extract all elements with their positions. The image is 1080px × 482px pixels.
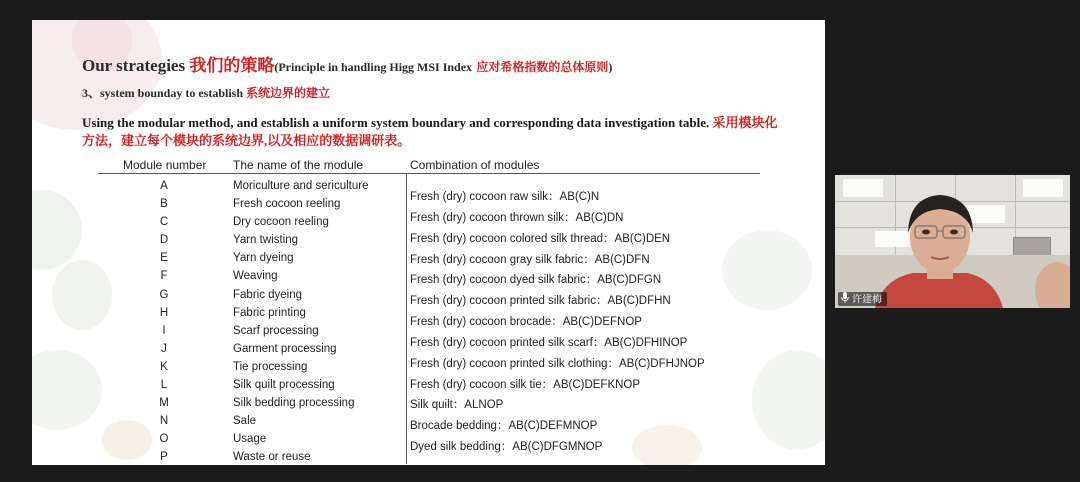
module-number-cell: E xyxy=(160,252,168,265)
module-name-cell: Scarf processing xyxy=(233,324,319,337)
slide-subtitle-en: 3、system bounday to establish xyxy=(82,86,244,100)
slide-subtitle xyxy=(82,84,330,101)
module-number-cell: O xyxy=(159,433,169,446)
module-number-cell: B xyxy=(160,198,168,211)
module-name-cell: Garment processing xyxy=(233,342,337,355)
module-number-column xyxy=(147,177,181,465)
combination-cell: Fresh (dry) cocoon colored silk thread：AB(C)DEN xyxy=(410,232,671,245)
slide-subtitle-cn: 系统边界的建立 xyxy=(246,86,331,100)
slide-description-cn: 采用模块化方法，建立每个模块的系统边界,以及相应的数据调研表。 xyxy=(82,115,778,148)
combination-cell: Fresh (dry) cocoon raw silk：AB(C)N xyxy=(410,191,600,203)
header-module-number: Module number xyxy=(123,158,207,172)
module-number-cell: D xyxy=(159,234,169,247)
module-number-cell: M xyxy=(159,397,169,410)
module-name-cell: Silk quilt processing xyxy=(233,379,335,392)
module-name-cell: Silk bedding processing xyxy=(233,397,355,410)
slide-title xyxy=(82,51,612,76)
microphone-icon xyxy=(841,292,849,308)
table-header-divider xyxy=(98,173,760,174)
module-name-cell: Yarn dyeing xyxy=(233,252,294,265)
module-name-cell: Yarn twisting xyxy=(233,234,298,247)
module-name-column xyxy=(233,177,403,465)
slide-title-paren-cn: 应对希格指数的总体原则 xyxy=(476,60,609,74)
table-column-divider xyxy=(406,174,407,464)
shared-slide xyxy=(32,20,825,465)
slide-title-paren-close: ) xyxy=(608,60,613,74)
header-module-combination: Combination of modules xyxy=(410,158,540,172)
participant-video-tile[interactable] xyxy=(835,175,1070,308)
header-module-name: The name of the module xyxy=(233,158,364,172)
combination-cell: Fresh (dry) cocoon printed silk clothing：AB(C)DFHJNOP xyxy=(410,357,705,370)
module-name-cell: Waste or reuse xyxy=(233,451,311,464)
module-number-cell: F xyxy=(160,270,168,283)
module-name-cell: Sale xyxy=(233,415,257,428)
module-name-cell: Tie processing xyxy=(233,360,308,373)
combination-cell: Brocade bedding：AB(C)DEFMNOP xyxy=(410,420,598,433)
combination-cell: Fresh (dry) cocoon brocade：AB(C)DEFNOP xyxy=(410,316,642,329)
module-number-cell: L xyxy=(160,379,168,392)
module-number-cell: I xyxy=(162,324,166,337)
module-name-cell: Fabric dyeing xyxy=(233,288,303,301)
module-number-cell: J xyxy=(161,342,167,355)
slide-description xyxy=(82,114,782,150)
module-name-cell: Dry cocoon reeling xyxy=(233,216,329,229)
module-name-cell: Weaving xyxy=(233,270,278,283)
combination-cell: Fresh (dry) cocoon printed silk scarf：AB(C)DFHINOP xyxy=(410,336,688,349)
combination-cell: Fresh (dry) cocoon thrown silk：AB(C)DN xyxy=(410,211,624,224)
module-number-cell: A xyxy=(160,180,168,192)
slide-title-cn: 我们的策略 xyxy=(189,56,275,75)
module-name-cell: Fresh cocoon reeling xyxy=(233,198,341,211)
slide-description-en: Using the modular method, and establish a uniform system boundary and corresponding data investigation table. xyxy=(82,115,710,130)
module-name-cell: Fabric printing xyxy=(233,306,306,319)
module-number-cell: C xyxy=(159,216,169,229)
module-number-cell: H xyxy=(159,306,169,319)
combination-cell: Fresh (dry) cocoon printed silk fabric：AB(C)DFHN xyxy=(410,295,671,308)
module-number-cell: N xyxy=(159,415,169,428)
combination-cell: Silk quilt：ALNOP xyxy=(410,399,504,412)
module-number-cell: P xyxy=(160,451,168,464)
slide-title-en: Our strategies xyxy=(82,56,186,75)
participant-name: 许建梅 xyxy=(852,294,882,306)
module-combination-column xyxy=(410,187,760,458)
slide-title-paren-en: Principle in handling Higg MSI Index xyxy=(278,60,473,74)
module-name-cell: Usage xyxy=(233,433,267,446)
module-number-cell: K xyxy=(160,360,168,373)
module-number-cell: G xyxy=(159,288,169,301)
combination-cell: Fresh (dry) cocoon dyed silk fabric：AB(C)DFGN xyxy=(410,274,662,287)
participant-person xyxy=(835,175,1070,308)
combination-cell: Fresh (dry) cocoon gray silk fabric：AB(C)DFN xyxy=(410,253,650,266)
module-name-cell: Moriculture and sericulture xyxy=(233,180,369,192)
combination-cell: Dyed silk bedding：AB(C)DFGMNOP xyxy=(410,441,603,454)
slide-title-paren-open: ( xyxy=(274,60,279,74)
combination-cell: Fresh (dry) cocoon silk tie：AB(C)DEFKNOP xyxy=(410,378,641,391)
participant-name-tag xyxy=(838,292,887,306)
